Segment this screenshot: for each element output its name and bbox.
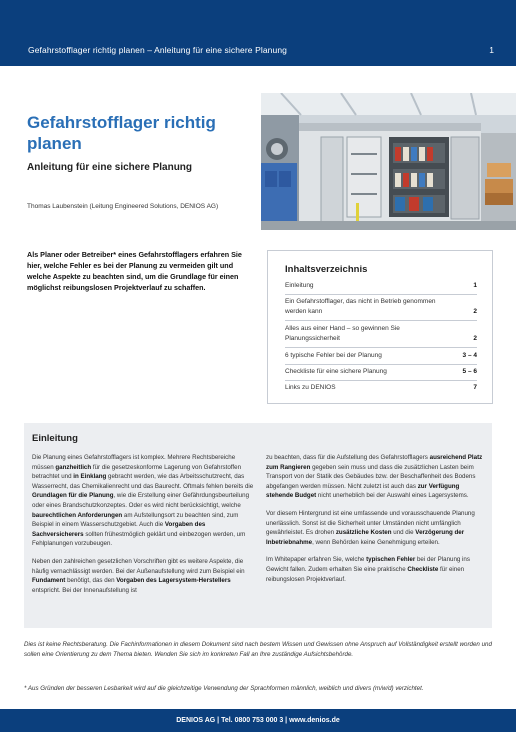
legal-disclaimer: Dies ist keine Rechtsberatung. Die Fachinformationen in diesem Dokument sind nach bestem Wissen und Gewissen ohne Anspruch auf Vollständigkeit erstellt worden und sollen eine Orientierung zu dem Thema bieten. Wenden Sie sich im konkreten Fall an Ihre zuständige Aufsichtsbehörde. [24,641,492,658]
toc-item-label: Alles aus einer Hand – so gewinnen Sie Planungssicherheit [285,325,400,342]
toc-item[interactable] [285,367,477,381]
toc-item-page: 1 [473,282,477,289]
table-of-contents [267,250,493,404]
section-title: Einleitung [32,433,78,444]
toc-item-label: Checkliste für eine sichere Planung [285,368,387,375]
author-line: Thomas Laubenstein (Leitung Engineered Solutions, DENIOS AG) [27,203,219,210]
toc-item-label: Links zu DENIOS [285,384,336,391]
toc-item-page: 3 – 4 [462,352,477,359]
paragraph: Neben den zahlreichen gesetzlichen Vorschriften gibt es weitere Aspekte, die häufig vernachlässigt werden. Bei der Außenaufstellung wird zum Beispiel ein Fundament benötigt, das den Vorgaben des Lagersystem-Herstellers entspricht. Bei der Innenaufstellung ist [32,557,245,594]
paragraph: zu beachten, dass für die Aufstellung des Gefahrstofflagers ausreichend Platz zum Rangieren gegeben sein muss und dass die zusätzlichen Lasten beim Transport von der Statik des Gebäudes bzw. der Beschaffenheit des Bodens abgefangen werden müssen. Nicht zuletzt ist auch das zur Verfügung stehende Budget nicht unerheblich bei der Auswahl eines Lagersystems. [266,454,483,500]
paragraph: Im Whitepaper erfahren Sie, welche typischen Fehler bei der Planung ins Gewicht fallen. Zudem erhalten Sie eine praktische Checkliste für einen reibungslosen Projektverlauf. [266,556,470,583]
document-title: Gefahrstofflager richtig planen [27,113,216,153]
header-title: Gefahrstofflager richtig planen – Anleitung für eine sichere Planung [28,45,287,55]
document-subtitle: Anleitung für eine sichere Planung [27,162,193,173]
hazardous-storage-photo [261,93,516,230]
paragraph: Vor diesem Hintergrund ist eine umfassende und vorausschauende Planung unerlässlich. Sonst ist die Sicherheit unter Umständen nicht umfänglich gewährleistet. Es drohen zusätzliche Kosten und die Verzögerung der Inbetriebnahme, wenn Behörden keine Genehmigung erteilen. [266,509,475,546]
toc-item-label: Einleitung [285,282,314,289]
toc-title: Inhaltsverzeichnis [285,264,368,275]
page-footer: DENIOS AG | Tel. 0800 753 000 3 | www.denios.de [0,709,516,732]
intro-paragraph: Als Planer oder Betreiber* eines Gefahrstofflagers erfahren Sie hier, welche Fehler es bei der Planung zu vermeiden gilt und welche Aspekte zu beachten sind, um die Grundlage für einen möglichst reibungslosen Projektverlauf zu schaffen. [27,250,242,292]
toc-item-page: 2 [473,308,477,315]
paragraph: Die Planung eines Gefahrstofflagers ist komplex. Mehrere Rechtsbereiche müssen ganzheitlich für die gesetzeskonforme Lagerung von Gefahrstoffen betrachtet und in Einklang gebracht werden, wie das Arbeitsschutzrecht, das Wasserrecht, das Chemikalienrecht und das Baurecht. Oftmals fehlen bereits die Grundlagen für die Planung, wie die Erstellung einer Gefährdungsbeurteilung oder eines Brandschutzkonzeptes. Oder es wird nicht berücksichtigt, welche baurechtlichen Anforderungen am Aufstellungsort zu beachten sind, zum Beispiel in einem Wasserschutzgebiet. Auch die Vorgaben des Sachversicherers sollten frühestmöglich geklärt und einbezogen werden, um Fehlplanungen vorzubeugen. [32,454,254,548]
intro-column-left [32,453,254,603]
toc-item-page: 7 [473,384,477,391]
introduction-section [24,423,492,628]
toc-item[interactable] [285,383,477,394]
gender-footnote: * Aus Gründen der besseren Lesbarkeit wird auf die gleichzeitige Verwendung der Sprachformen männlich, weiblich und divers (m/w/d) verzichtet. [24,685,424,692]
page-number: 1 [489,45,494,55]
toc-item-label: Ein Gefahrstofflager, das nicht in Betrieb genommen werden kann [285,298,436,315]
intro-column-right [266,453,488,592]
toc-item-page: 5 – 6 [462,368,477,375]
page-header [0,0,516,66]
toc-item-page: 2 [473,335,477,342]
toc-item[interactable] [285,351,477,365]
toc-item[interactable] [285,324,477,348]
toc-item-label: 6 typische Fehler bei der Planung [285,352,382,359]
toc-item[interactable] [285,297,477,321]
toc-item[interactable] [285,281,477,295]
